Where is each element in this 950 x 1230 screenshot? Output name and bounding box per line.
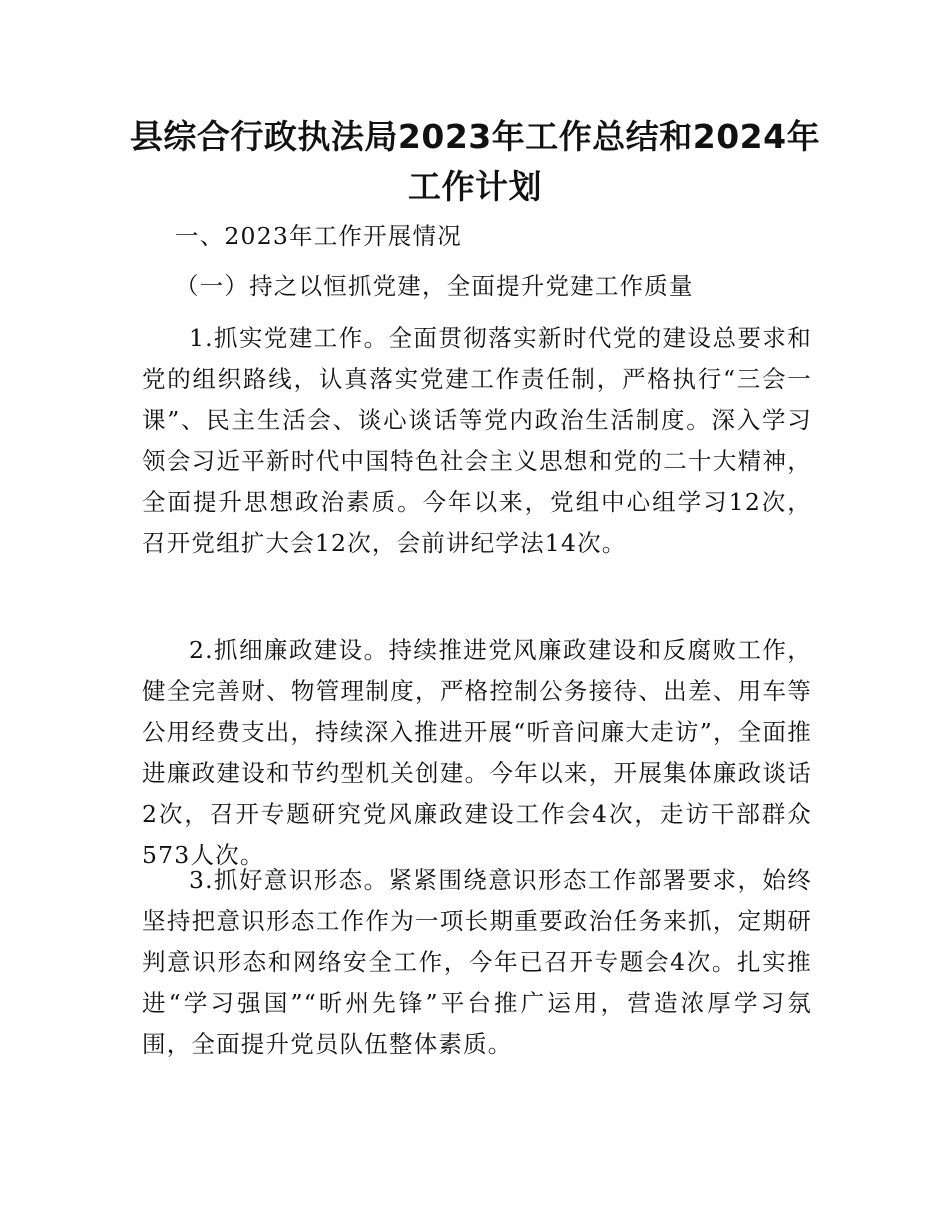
subsection-heading: （一）持之以恒抓党建，全面提升党建工作质量 [175, 272, 694, 300]
paragraph-ideology: 3.抓好意识形态。紧紧围绕意识形态工作部署要求，始终坚持把意识形态工作作为一项长期重要政治任务来抓，定期研判意识形态和网络安全工作，今年已召开专题会4次。扎实推进“学习强国”“昕州先锋”平台推广运用，营造浓厚学习氛围，全面提升党员队伍整体素质。 [142, 866, 812, 1058]
paragraph-integrity-building: 2.抓细廉政建设。持续推进党风廉政建设和反腐败工作，健全完善财、物管理制度，严格控制公务接待、出差、用车等公用经费支出，持续深入推进开展“听音问廉大走访”，全面推进廉政建设和节约型机关创建。今年以来，开展集体廉政谈话2次，召开专题研究党风廉政建设工作会4次，走访干部群众573人次。 [142, 636, 812, 869]
paragraph-party-building: 1.抓实党建工作。全面贯彻落实新时代党的建设总要求和党的组织路线，认真落实党建工作责任制，严格执行“三会一课”、民主生活会、谈心谈话等党内政治生活制度。深入学习领会习近平新时代中国特色社会主义思想和党的二十大精神，全面提升思想政治素质。今年以来，党组中心组学习12次，召开党组扩大会12次，会前讲纪学法14次。 [142, 324, 812, 557]
section-heading: 一、2023年工作开展情况 [175, 222, 462, 250]
document-title [100, 112, 850, 212]
title-line-1: 县综合行政执法局2023年工作总结和2024年 [129, 117, 821, 156]
title-line-2: 工作计划 [408, 167, 542, 206]
